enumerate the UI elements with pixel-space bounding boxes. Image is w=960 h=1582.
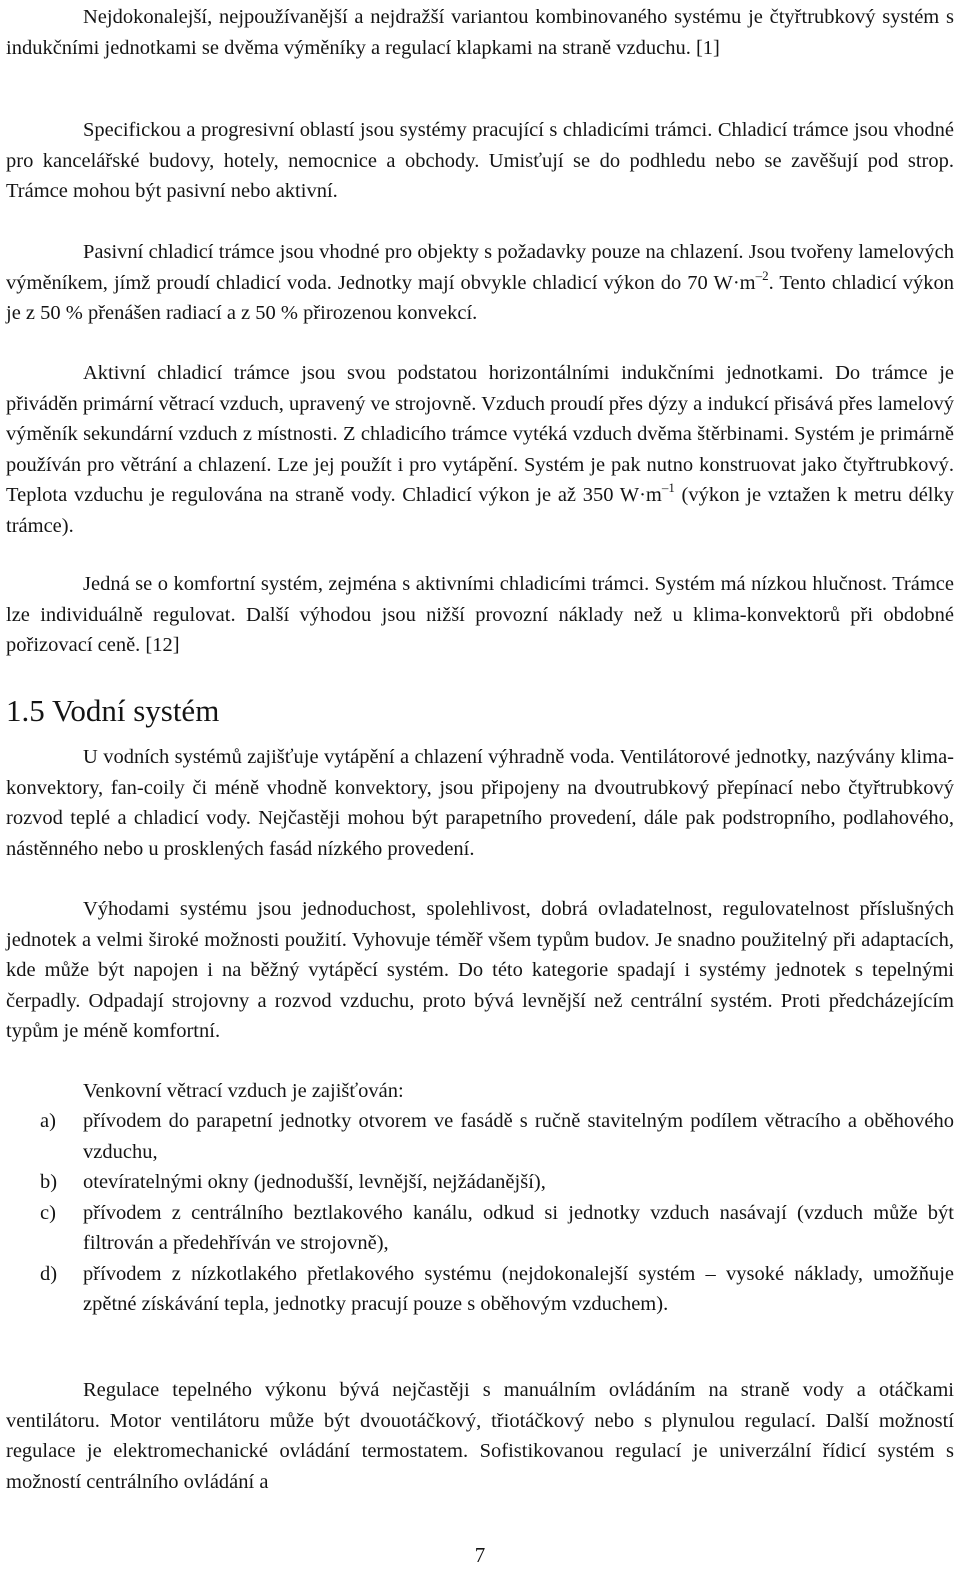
list-item-text: otevíratelnými okny (jednodušší, levnější, nejžádanější), <box>83 1171 546 1193</box>
aktivni-text-b: (výkon je vztažen k metru délky trámce). <box>6 484 954 537</box>
page-number: 7 <box>474 1543 486 1567</box>
paragraph-chladici-tramce-intro: Specifickou a progresivní oblastí jsou systémy pracující s chladicími trámci. Chladicí trámce jsou vhodné pro kancelářské budovy, hotely, nemocnice a obchody. Umisťují se do podhledu nebo se zavěšují pod strop. Trámce mohou být pasivní nebo aktivní. <box>6 119 954 202</box>
aktivni-text-a: Aktivní chladicí trámce jsou svou podstatou horizontálními indukčními jednotkami. Do trámce je přiváděn primární větrací vzduch, upravený ve strojovně. Vzduch proudí přes dýzy a indukcí přisává přes lamelový výměník sekundární vzduch z místnosti. Z chladicího trámce vytéká vzduch dvěma štěrbinami. Systém je primárně používán pro větrání a chlazení. Lze jej použít i pro vytápění. Systém je pak nutno konstruovat jako čtyřtrubkový. Teplota vzduchu je regulována na straně vody. Chladicí výkon je až 350 W <box>6 362 954 506</box>
paragraph-komfortni-system: Jedná se o komfortní systém, zejména s aktivními chladicími trámci. Systém má nízkou hlučnost. Trámce lze individuálně regulovat. Další výhodou jsou nižší provozní náklady než u klima-konvektorů při obdobné pořizovací ceně. [12] <box>6 573 954 656</box>
pasivni-text-b: . Tento chladicí výkon je z 50 % přenášen radiací a z 50 % přirozenou konvekcí. <box>6 271 955 324</box>
list-item-text: přívodem do parapetní jednotky otvorem ve fasádě s ručně stavitelným podílem větracího a oběhového vzduchu, <box>83 1110 954 1163</box>
list-item-text: přívodem z centrálního beztlakového kanálu, odkud si jednotky vzduch nasávají (vzduch může být filtrován a předehříván ve strojovně), <box>83 1201 954 1254</box>
pasivni-unit: ·m <box>732 271 756 294</box>
paragraph-regulace-vykonu: Regulace tepelného výkonu bývá nejčastěji s manuálním ovládáním na straně vody a otáčkami ventilátoru. Motor ventilátoru může být dvouotáčkový, třiotáčkový nebo s plynulou regulací. Další možností regulace je elektromechanické ovládání termostatem. Sofistikovanou regulací je univerzální řídicí systém s možností centrálního ovládání a <box>6 1379 954 1493</box>
paragraph-aktivni-tramce <box>6 358 954 541</box>
pasivni-text-a: Pasivní chladicí trámce jsou vhodné pro objekty s požadavky pouze na chlazení. Jsou tvořeny lamelových výměníkem, jímž proudí chladicí voda. Jednotky mají obvykle chladicí výkon do 70 W <box>6 241 954 294</box>
aktivni-exponent: –1 <box>661 480 675 495</box>
list-item <box>6 1198 954 1259</box>
list-item-label: a) <box>40 1110 56 1132</box>
pasivni-exponent: –2 <box>755 267 769 283</box>
list-item-label: d) <box>40 1262 58 1285</box>
list-item <box>6 1259 954 1320</box>
paragraph-vyhody-systemu: Výhodami systému jsou jednoduchost, spolehlivost, dobrá ovladatelnost, regulovatelnost příslušných jednotek a velmi široké možnosti použití. Vyhovuje téměř všem typům budov. Je snadno použitelný při adaptacích, kde může být napojen i na běžný vytápěcí systém. Do této kategorie spadají i systémy jednotek s tepelnými čerpadly. Odpadají strojovny a rozvod vzduchu, proto bývá levnější než centrální systém. Proti předcházejícím typům je méně komfortní. <box>6 898 954 1042</box>
list-item-label: b) <box>40 1171 58 1193</box>
paragraph-indukcni-jednotky: Nejdokonalejší, nejpoužívanější a nejdražší variantou kombinovaného systému je čtyřtrubkový systém s indukčními jednotkami se dvěma výměníky a regulací klapkami na straně vzduchu. [1] <box>6 6 954 59</box>
list-item <box>6 1106 954 1167</box>
list-item-label: c) <box>40 1201 56 1224</box>
aktivni-unit: ·m <box>639 484 662 506</box>
list-vzduch-options <box>6 1106 954 1320</box>
section-heading-vodni-system: 1.5 Vodní systém <box>6 693 220 728</box>
paragraph-venkovni-vzduch: Venkovní větrací vzduch je zajišťován: <box>83 1080 404 1102</box>
list-item <box>6 1167 954 1198</box>
paragraph-pasivni-tramce <box>6 237 954 329</box>
list-item-text: přívodem z nízkotlakého přetlakového systému (nejdokonalejší systém – vysoké náklady, umožňuje zpětné získávání tepla, jednotky pracují pouze s oběhovým vzduchem). <box>83 1262 954 1315</box>
paragraph-vodni-systemy: U vodních systémů zajišťuje vytápění a chlazení výhradně voda. Ventilátorové jednotky, nazývány klima-konvektory, fan-coily či méně vhodně konvektory, jsou připojeny na dvoutrubkový přepínací nebo čtyřtrubkový rozvod teplé a chladicí vody. Nejčastěji mohou být parapetního provedení, dále pak podstropního, podlahového, nástěnného nebo u prosklených fasád nízkého provedení. <box>6 746 954 860</box>
